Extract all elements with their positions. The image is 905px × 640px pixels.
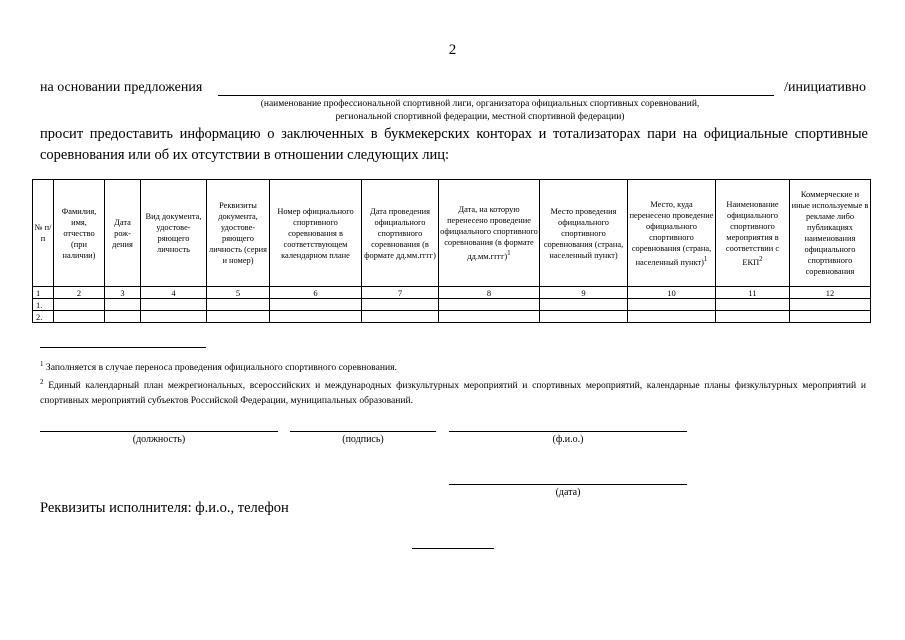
table-cell[interactable] [207,299,270,311]
basis-line [40,80,866,98]
table-cell[interactable] [270,311,362,323]
column-number-cell: 11 [716,287,790,299]
table-cell[interactable] [105,299,141,311]
column-number-cell: 4 [141,287,207,299]
end-divider [412,548,494,549]
header-cell: Наименование официального спортивного мероприятия в соответствии с ЕКП$^2$ [716,180,790,287]
basis-hint-line1: (наименование профессиональной спортивной лиги, организатора официальных спортивных соревнований, [260,99,700,109]
column-number-cell: 12 [790,287,871,299]
table-cell[interactable] [362,299,439,311]
column-number-cell: 6 [270,287,362,299]
basis-label: на основании предложения [40,80,203,95]
table-cell[interactable] [207,311,270,323]
position-input-line[interactable] [40,431,278,432]
footnote-divider [40,347,206,348]
header-cell: Дата рож-дения [105,180,141,287]
table-row [33,299,871,311]
table-cell[interactable] [439,311,540,323]
table-cell[interactable] [362,311,439,323]
column-number-cell: 5 [207,287,270,299]
table-cell[interactable] [54,299,105,311]
footnote-1: $^1$ Заполняется в случае переноса проведения официального спортивного соревнования. [40,360,397,374]
basis-hint [200,98,760,124]
date-caption: (дата) [555,487,581,498]
header-cell: Коммерческие и иные используемые в рекламе либо публикациях наименования официального спортивного соревнования [790,180,871,287]
row-number-cell: 1. [33,299,54,311]
header-cell: Вид документа, удостове-ряющего личность [141,180,207,287]
column-number-cell: 9 [540,287,628,299]
header-cell: Дата, на которую перенесено проведение официального спортивного соревнования (в формате дд.мм.гггг)$^1$ [439,180,540,287]
header-cell: Фамилия, имя, отчество (при наличии) [54,180,105,287]
page-number: 2 [448,42,457,58]
basis-hint-line2: региональной спортивной федерации, местной спортивной федерации) [335,112,625,122]
executor-details: Реквизиты исполнителя: ф.и.о., телефон [40,500,289,516]
table-cell[interactable] [628,299,716,311]
column-number-cell: 10 [628,287,716,299]
table-cell[interactable] [270,299,362,311]
column-number-cell: 3 [105,287,141,299]
table-cell[interactable] [790,311,871,323]
table-cell[interactable] [439,299,540,311]
column-number-cell: 2 [54,287,105,299]
footnotes [40,357,866,408]
persons-table [32,179,871,323]
table-cell[interactable] [790,299,871,311]
column-number-cell: 8 [439,287,540,299]
position-caption: (должность) [132,434,186,445]
footnote-2: $^2$ Единый календарный план межрегиональных, всероссийских и международных физкультурных мероприятий и спортивных мероприятий, календарные планы физкультурных мероприятий и спортивных мероприятий субъектов Российской Федерации, муниципальных образований. [40,378,866,407]
request-text: просит предоставить информацию о заключенных в букмекерских конторах и тотализаторах пари на официальные спортивные соревнования или об их отсутствии в отношении следующих лиц: [40,126,868,163]
table-cell[interactable] [716,311,790,323]
signature-caption: (подпись) [342,434,384,445]
table-cell[interactable] [540,299,628,311]
footnote-ref: 2 [759,254,763,263]
table-cell[interactable] [54,311,105,323]
footnote-ref: 1 [507,249,511,258]
header-cell: Место, куда перенесено проведение официального спортивного соревнования (страна, населенный пункт)$^1$ [628,180,716,287]
header-cell: Реквизиты документа, удостове-ряющего личность (серия и номер) [207,180,270,287]
fio-caption: (ф.и.о.) [552,434,584,445]
column-number-cell: 7 [362,287,439,299]
date-input-line[interactable] [449,484,687,485]
basis-input-line[interactable] [218,95,774,96]
table-cell[interactable] [540,311,628,323]
column-number-cell: 1 [33,287,54,299]
column-number-row [33,287,871,299]
header-cell: Место проведения официального спортивного соревнования (страна, населенный пункт) [540,180,628,287]
header-cell: Номер официального спортивного соревнования в соответствующем календарном плане [270,180,362,287]
table-cell[interactable] [628,311,716,323]
table-cell[interactable] [105,311,141,323]
signature-input-line[interactable] [290,431,436,432]
footnote-ref: 1 [703,254,708,263]
header-cell: Дата проведения официального спортивного соревнования (в формате дд.мм.гггг) [362,180,439,287]
fio-input-line[interactable] [449,431,687,432]
basis-suffix: /инициативно [784,80,866,95]
table-header-row [33,180,871,287]
table-cell[interactable] [141,299,207,311]
row-number-cell: 2. [33,311,54,323]
table-row [33,311,871,323]
table-cell[interactable] [141,311,207,323]
table-cell[interactable] [716,299,790,311]
header-cell: № п/п [33,180,54,287]
